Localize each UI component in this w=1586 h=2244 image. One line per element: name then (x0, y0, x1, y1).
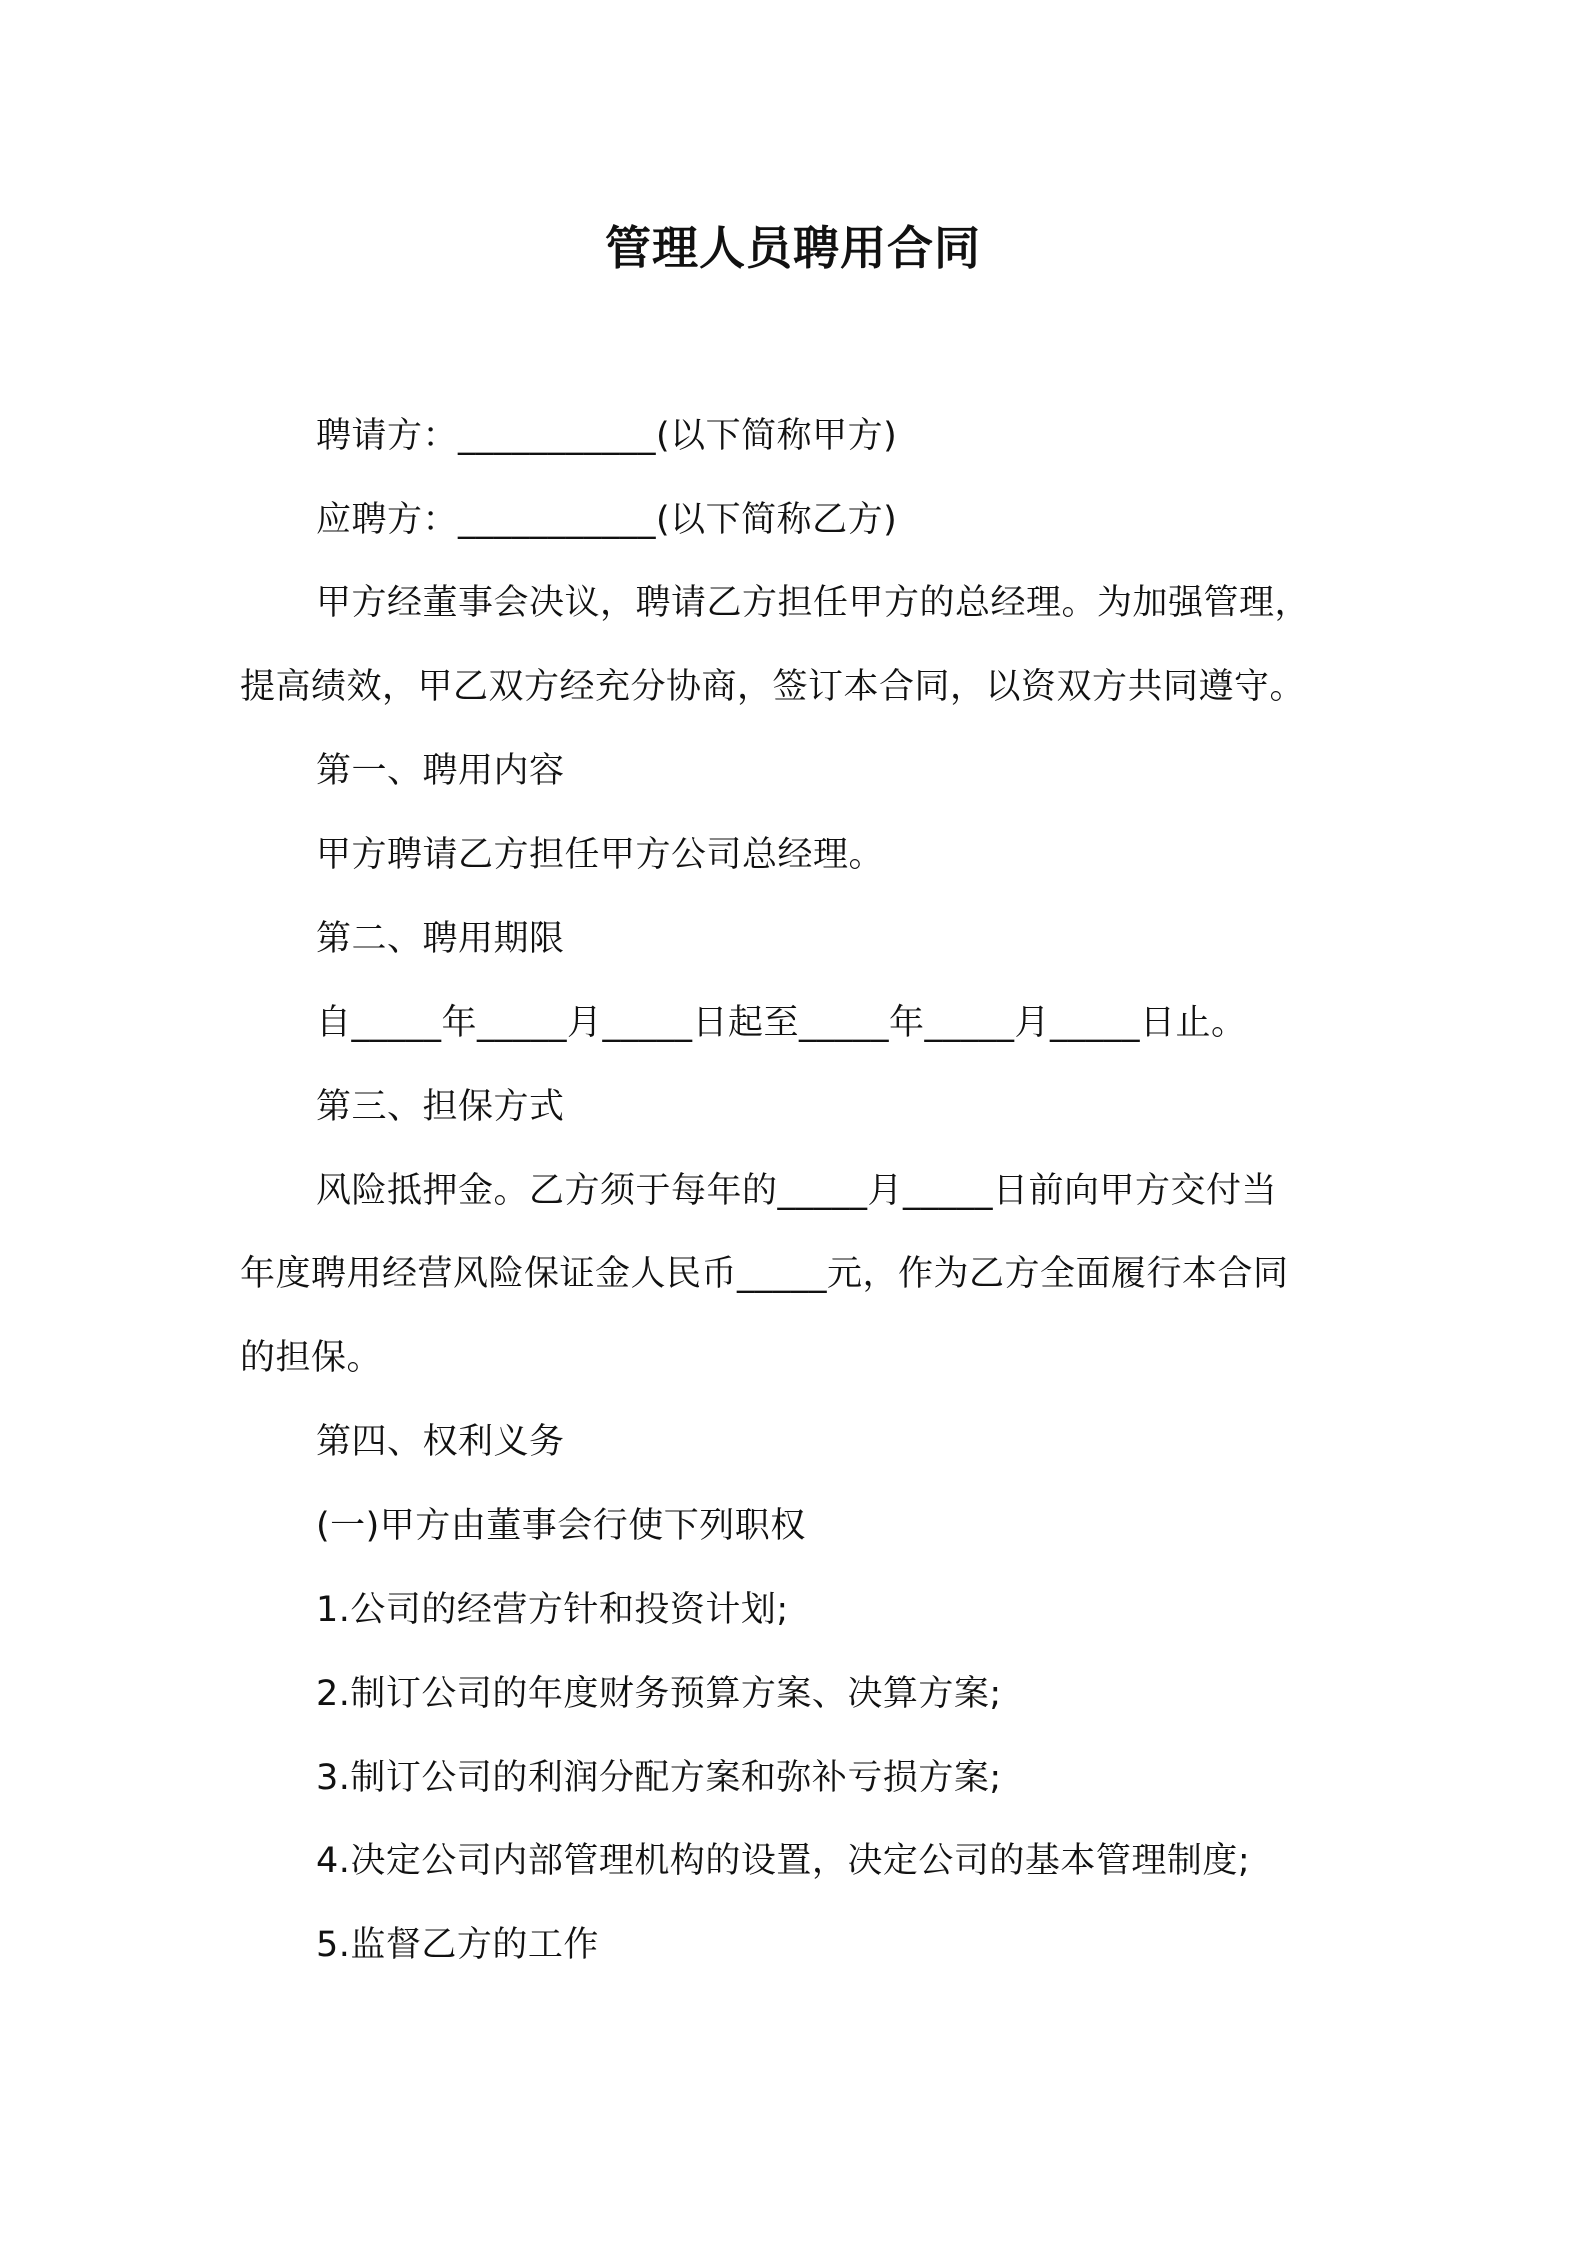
list-item-3: 3.制订公司的利润分配方案和弥补亏损方案; (316, 1758, 1002, 1798)
section-heading-4: 第四、权利义务 (316, 1422, 565, 1462)
section-2-text: 自_____年_____月_____日起至_____年_____月_____日止。 (316, 1003, 1247, 1043)
list-item-1: 1.公司的经营方针和投资计划; (316, 1590, 789, 1630)
section-1-text: 甲方聘请乙方担任甲方公司总经理。 (316, 835, 885, 875)
section-heading-1: 第一、聘用内容 (316, 751, 565, 791)
section-3-line-3: 的担保。 (240, 1338, 383, 1378)
section-heading-2: 第二、聘用期限 (316, 919, 565, 959)
preamble-line-1: 甲方经董事会决议，聘请乙方担任甲方的总经理。为加强管理， (316, 583, 1311, 623)
document-title: 管理人员聘用合同 (605, 221, 981, 275)
party-b-line: 应聘方：___________(以下简称乙方) (316, 500, 898, 540)
section-heading-3: 第三、担保方式 (316, 1087, 565, 1127)
preamble-line-2: 提高绩效，甲乙双方经充分协商，签订本合同，以资双方共同遵守。 (240, 667, 1306, 707)
section-3-line-1: 风险抵押金。乙方须于每年的_____月_____日前向甲方交付当 (316, 1171, 1278, 1211)
list-item-4: 4.决定公司内部管理机构的设置，决定公司的基本管理制度; (316, 1841, 1251, 1881)
list-item-2: 2.制订公司的年度财务预算方案、决算方案; (316, 1674, 1002, 1714)
party-a-line: 聘请方：___________(以下简称甲方) (316, 416, 898, 456)
section-3-line-2: 年度聘用经营风险保证金人民币_____元，作为乙方全面履行本合同 (240, 1254, 1289, 1294)
list-item-5: 5.监督乙方的工作 (316, 1925, 599, 1965)
subsection-heading: (一)甲方由董事会行使下列职权 (316, 1506, 806, 1546)
